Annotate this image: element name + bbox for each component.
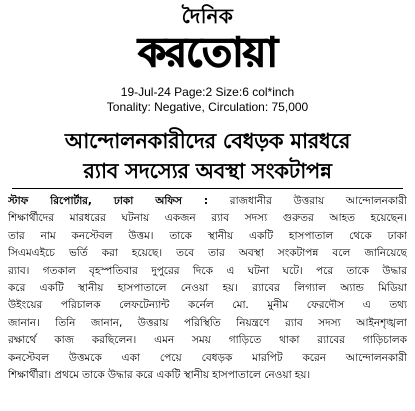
article-line-1	[8, 193, 407, 210]
headline-line-1: আন্দোলনকারীদের বেধড়ক মারধরে	[64, 129, 351, 153]
masthead-paper-name: করতোয়া	[138, 30, 277, 76]
article-line-2: শিক্ষার্থীদের মারধরের ঘটনায় একজন র‌্যাব সদস্য গুরুতর আহত হয়েছেন।	[8, 212, 407, 225]
news-clipping	[8, 122, 407, 406]
headline-line-2: র‌্যাব সদস্যের অবস্থা সংকটাপন্ন	[83, 159, 332, 183]
headline-divider	[12, 188, 403, 189]
article-line-6: করে একটি স্থানীয় হাসপাতালে নেওয়া হয়। র‌্যাবের লিগ্যাল অ্যান্ড মিডিয়া	[8, 282, 407, 295]
article-line-8: জানান। তিনি জানান, উত্তরায় পরিস্থিতি নিয়ন্ত্রণে র‌্যাব সদস্য আইনশৃঙ্খলা	[8, 316, 407, 329]
article-line-4: সিএমএইচে ভর্তি করা হয়েছে। তবে তার অবস্থা সংকটাপন্ন বলে জানিয়েছে	[8, 247, 407, 260]
byline: স্টাফ রিপোর্টার, ঢাকা অফিস :	[8, 195, 209, 207]
article-line-7: উইংয়ের পরিচালক লেফটেন্যান্ট কর্নেল মো. মুনীম ফেরদৌস এ তথ্য	[8, 299, 407, 312]
article-line-5: র‌্যাব। গতকাল বৃহস্পতিবার দুপুরের দিকে এ ঘটনা ঘটে। পরে তাকে উদ্ধার	[8, 264, 407, 277]
clip-tonality-circulation: Tonality: Negative, Circulation: 75,000	[106, 100, 309, 114]
clip-date-page-size: 19-Jul-24 Page:2 Size:6 col*inch	[120, 85, 295, 99]
article-line-1-text: রাজধানীর উত্তরায় আন্দোলনকারী	[208, 195, 407, 207]
article-line-10: কনস্টেবল উত্তমকে একা পেয়ে বেধড়ক মারপিট করেন আন্দোলনকারী	[8, 351, 407, 364]
masthead-dainik: দৈনিক	[181, 4, 234, 28]
article-line-3: তার নাম কনস্টেবল উত্তম। তাকে স্থানীয় একটি হাসপাতাল থেকে ঢাকা	[8, 229, 407, 242]
article-line-9: রক্ষার্থে কাজ করছিলেন। এমন সময় গাড়িতে থাকা র‌্যাবের গাড়িচালক	[8, 334, 407, 347]
article-line-11: শিক্ষার্থীরা। প্রথমে তাকে উদ্ধার করে একটি স্থানীয় হাসপাতালে নেওয়া হয়।	[8, 369, 311, 382]
newspaper-masthead	[0, 0, 415, 82]
